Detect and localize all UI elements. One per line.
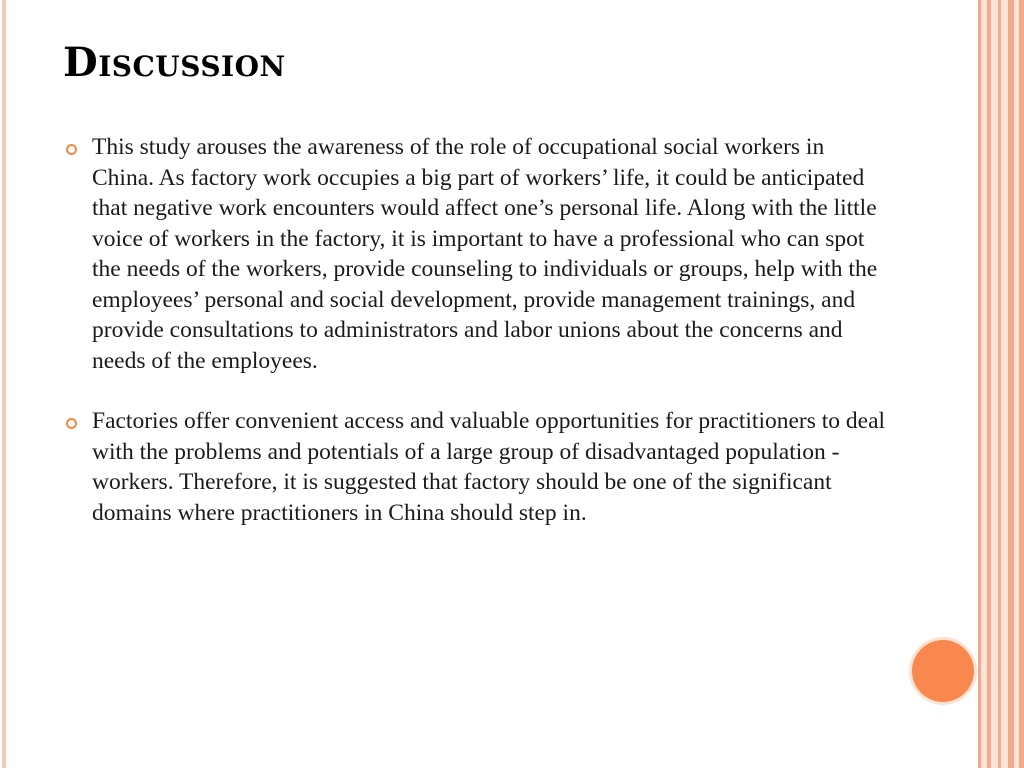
bullet-item [62, 406, 892, 528]
stripe-decoration [987, 0, 991, 768]
stripe-decoration [998, 0, 1001, 768]
slide-title: Discussion [63, 39, 286, 86]
bullet-circle-icon [66, 418, 77, 429]
bullet-list [62, 132, 892, 558]
right-stripe-band [978, 0, 1024, 768]
bullet-circle-icon [66, 144, 77, 155]
left-border-decoration [2, 0, 6, 768]
stripe-decoration [1019, 0, 1024, 768]
orange-circle-decoration [912, 640, 974, 702]
bullet-text: This study arouses the awareness of the role of occupational social workers in China. As factory work occupies a big part of workers’ life, it could be anticipated that negative work encounters would affect one’s personal life. Along with the little voice of workers in the factory, it is important to have a professional who can spot the needs of the workers, provide counseling to individuals or groups, help with the employees’ personal and social development, provide management trainings, and provide consultations to administrators and labor unions about the concerns and needs of the employees. [92, 134, 878, 374]
bullet-item [62, 132, 892, 376]
stripe-decoration [978, 0, 981, 768]
stripe-decoration [1008, 0, 1014, 768]
bullet-text: Factories offer convenient access and valuable opportunities for practitioners to deal with the problems and potentials of a large group of disadvantaged population - workers. Therefore, it is suggested that factory should be one of the significant domains where practitioners in China should step in. [92, 408, 886, 526]
